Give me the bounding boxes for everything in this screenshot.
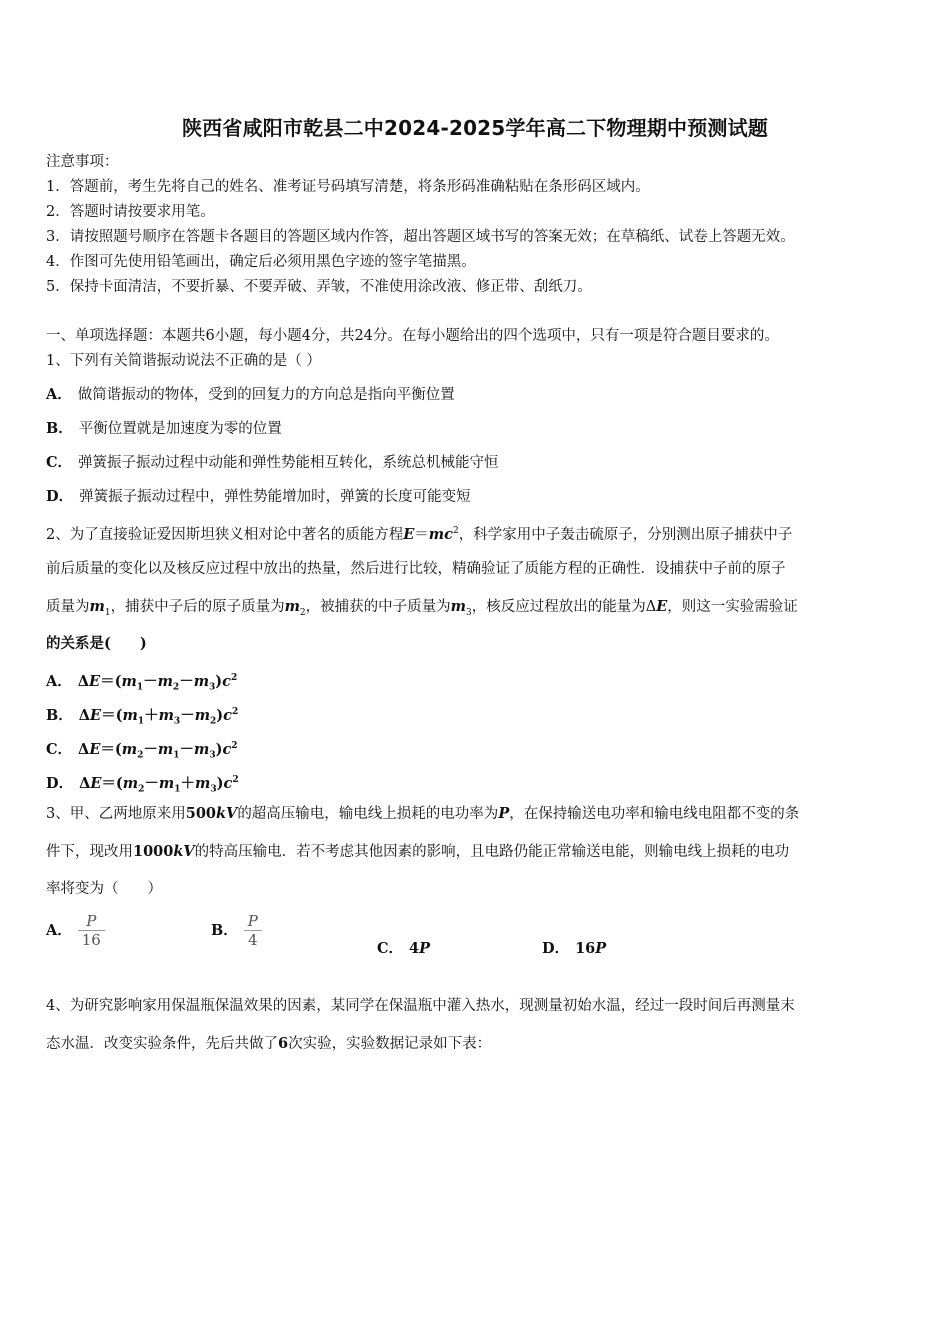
q1-option-b <box>46 419 282 439</box>
math: kV <box>216 805 238 822</box>
math: Δ <box>78 706 91 724</box>
option-label: C． <box>377 940 404 957</box>
q2-option-d <box>46 770 239 800</box>
math: m <box>450 598 466 615</box>
notice-item-2: 2．答题时请按要求用笔。 <box>46 204 215 220</box>
math: － <box>143 740 158 758</box>
q2-option-b <box>46 702 238 732</box>
option-label: D． <box>542 940 570 957</box>
math: 4 <box>409 940 420 957</box>
math: ＝( <box>100 672 122 690</box>
notice-item-1: 1．答题前，考生先将自己的姓名、准考证号码填写清楚，将条形码准确粘贴在条形码区域内。 <box>46 179 650 195</box>
q4-line-2 <box>46 1034 491 1054</box>
page-title: 陕西省咸阳市乾县二中2024-2025学年高二下物理期中预测试题 <box>181 116 769 140</box>
math: c <box>222 740 232 758</box>
math: m <box>157 740 174 758</box>
math: 1 <box>173 750 180 761</box>
math: m <box>158 774 175 792</box>
math: c <box>222 672 232 690</box>
math: ) <box>215 740 223 758</box>
text: 质量为 <box>46 599 90 615</box>
math: m <box>89 598 105 615</box>
math: E <box>403 525 415 543</box>
text: 的超高压输电，输电线上损耗的电功率为 <box>237 806 499 822</box>
option-label: A． <box>46 386 72 403</box>
q1-stem: 1、下列有关简谐振动说法不正确的是（ ） <box>46 353 321 369</box>
math: 2 <box>232 775 239 785</box>
notice-item-4: 4．作图可先使用铅笔画出，确定后必须用黑色字迹的签字笔描黑。 <box>46 254 476 270</box>
q2-line-4: 的关系是( ) <box>46 635 147 652</box>
math: E <box>89 672 101 690</box>
math: E <box>90 706 102 724</box>
option-label: A． <box>46 672 72 690</box>
math: m <box>284 598 300 615</box>
option-label: A． <box>46 921 72 939</box>
q3-line-1 <box>46 804 799 824</box>
option-label: D． <box>46 488 74 505</box>
q3-option-d <box>542 937 606 958</box>
math: 2 <box>210 716 217 727</box>
math: ＝( <box>101 774 123 792</box>
math: 16 <box>575 940 596 957</box>
text: ，捕获中子后的原子质量为 <box>110 599 285 615</box>
denominator: 16 <box>81 931 101 949</box>
q2-line-2: 前后质量的变化以及核反应过程中放出的热量，然后进行比较，精确验证了质能方程的正确性．设捕获中子前的原子 <box>46 561 786 577</box>
math: 500 <box>185 805 217 822</box>
q2-line-1 <box>46 521 792 545</box>
fraction <box>78 912 105 949</box>
q4-line-1: 4、为研究影响家用保温瓶保温效果的因素，某同学在保温瓶中灌入热水，现测量初始水温，经过一段时间后再测量末 <box>46 998 795 1014</box>
option-label: D． <box>46 774 74 792</box>
math: 2 <box>231 741 238 751</box>
math: E <box>90 774 102 792</box>
q3-option-a <box>46 912 105 949</box>
math: P <box>498 805 510 822</box>
text: ，核反应过程放出的能量为Δ <box>471 599 657 615</box>
math: Δ <box>78 740 90 758</box>
text: 2、为了直接验证爱因斯坦狭义相对论中著名的质能方程 <box>46 526 404 543</box>
q1-option-a <box>46 385 455 405</box>
math: ＋ <box>144 706 159 724</box>
q3-option-c <box>377 937 430 958</box>
fraction <box>244 912 262 949</box>
text: 的特高压输电．若不考虑其他因素的影响，且电路仍能正常输送电能，则输电线上损耗的电功 <box>194 844 790 860</box>
math: 3 <box>466 607 472 618</box>
notice-item-5: 5．保持卡面清洁，不要折暴、不要弄破、弄皱，不准使用涂改液、修正带、刮纸刀。 <box>46 279 592 295</box>
math: kV <box>173 843 195 860</box>
math: m <box>157 672 173 690</box>
math: － <box>143 672 158 690</box>
text: ，则这一实验需验证 <box>667 599 798 615</box>
math: 1 <box>174 784 181 795</box>
q2-line-3 <box>46 597 798 623</box>
option-text: 弹簧振子振动过程中，弹性势能增加时，弹簧的长度可能变短 <box>79 489 471 505</box>
math: ＋ <box>180 774 195 792</box>
q3-line-2 <box>46 842 789 862</box>
math: － <box>144 774 159 792</box>
math: － <box>180 706 195 724</box>
option-label: C． <box>46 740 73 758</box>
math: 2 <box>231 673 238 683</box>
notice-heading: 注意事项： <box>46 154 119 170</box>
math: m <box>193 672 210 690</box>
math: P <box>595 940 607 957</box>
math: 3 <box>173 716 181 727</box>
math: ) <box>216 706 224 724</box>
math: c <box>223 706 233 724</box>
math: 1000 <box>133 843 174 860</box>
numerator: P <box>247 912 258 930</box>
q1-option-c <box>46 453 499 473</box>
math: 2 <box>232 707 239 717</box>
math: 2 <box>172 682 180 693</box>
option-text: 做简谐振动的物体，受到的回复力的方向总是指向平衡位置 <box>77 387 455 403</box>
math: 1 <box>136 682 144 693</box>
math: Δ <box>79 774 91 792</box>
math: E <box>89 740 101 758</box>
math: 1 <box>104 607 111 618</box>
text: 件下，现改用 <box>46 844 133 860</box>
text: 次实验，实验数据记录如下表： <box>288 1036 492 1052</box>
option-text: 弹簧振子振动过程中动能和弹性势能相互转化，系统总机械能守恒 <box>78 455 499 471</box>
section-heading: 一、单项选择题：本题共6小题，每小题4分，共24分。在每小题给出的四个选项中，只有一项是符合题目要求的。 <box>46 328 779 344</box>
q3-line-3: 率将变为（ ） <box>46 881 162 897</box>
math: m <box>122 774 139 792</box>
text: 3、甲、乙两地原来用 <box>46 806 186 822</box>
math: m <box>121 672 137 690</box>
math: m <box>122 706 138 724</box>
math: m <box>194 706 211 724</box>
text: ，被捕获的中子质量为 <box>305 599 451 615</box>
math: 2 <box>137 750 144 761</box>
math: ) <box>216 774 224 792</box>
math: ＝( <box>100 740 122 758</box>
math: ＝( <box>101 706 123 724</box>
option-label: C． <box>46 454 73 471</box>
math: － <box>179 740 194 758</box>
math: m <box>121 740 138 758</box>
q2-option-a <box>46 668 237 698</box>
math: E <box>656 598 668 615</box>
math: P <box>419 940 431 957</box>
q1-option-d <box>46 487 471 507</box>
q3-option-b <box>211 912 262 949</box>
math: 1 <box>137 716 145 727</box>
option-text: 平衡位置就是加速度为零的位置 <box>78 421 282 437</box>
math: 6 <box>278 1035 289 1052</box>
option-label: B． <box>46 706 73 724</box>
text: ，科学家用中子轰击硫原子，分别测出原子捕获中子 <box>458 526 793 543</box>
math: ) <box>215 672 223 690</box>
text: 态水温．改变实验条件，先后共做了 <box>46 1036 278 1052</box>
q2-option-c <box>46 736 238 766</box>
math: Δ <box>77 672 90 690</box>
math: m <box>195 774 211 792</box>
math: 2 <box>138 784 145 795</box>
math: mc <box>428 525 453 543</box>
denominator: 4 <box>248 931 258 949</box>
math: m <box>193 740 210 758</box>
numerator: P <box>86 912 97 930</box>
notice-item-3: 3．请按照题号顺序在答题卡各题目的答题区域内作答，超出答题区域书写的答案无效；在草稿纸、试卷上答题无效。 <box>46 229 795 245</box>
math: ＝ <box>414 526 429 543</box>
math: － <box>179 672 194 690</box>
math: 3 <box>210 784 217 795</box>
math: 3 <box>209 750 216 761</box>
math: m <box>158 706 174 724</box>
math: 2 <box>452 526 459 536</box>
math: 3 <box>209 682 216 693</box>
text: ，在保持输送电功率和输电线电阻都不变的条 <box>509 806 800 822</box>
option-label: B． <box>46 420 73 437</box>
option-label: B． <box>211 921 238 939</box>
math: 2 <box>299 607 306 618</box>
math: c <box>223 774 233 792</box>
